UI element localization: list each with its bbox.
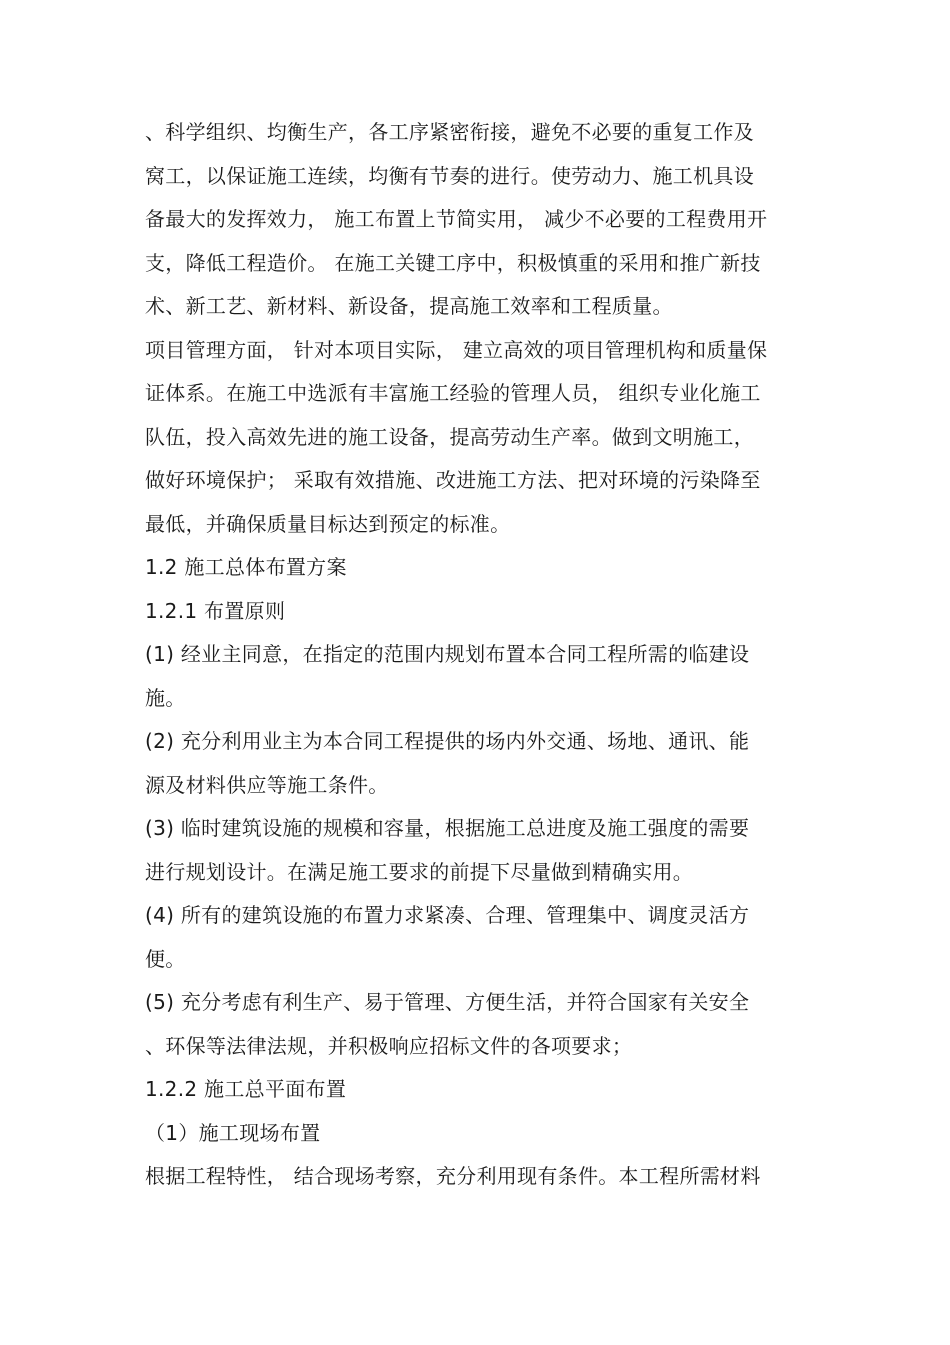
paragraph-line: 做好环境保护； 采取有效措施、改进施工方法、把对环境的污染降至 xyxy=(145,468,761,492)
list-item-line: (4) 所有的建筑设施的布置力求紧凑、合理、管理集中、调度灵活方 xyxy=(145,903,750,927)
list-item-line: (5) 充分考虑有利生产、易于管理、方便生活，并符合国家有关安全 xyxy=(145,990,750,1014)
paragraph-line: 证体系。在施工中选派有丰富施工经验的管理人员， 组织专业化施工 xyxy=(145,381,761,405)
list-item-line: (3) 临时建筑设施的规模和容量，根据施工总进度及施工强度的需要 xyxy=(145,816,750,840)
list-item-line: (2) 充分利用业主为本合同工程提供的场内外交通、场地、通讯、能 xyxy=(145,729,750,753)
item-heading: （1）施工现场布置 xyxy=(145,1121,321,1145)
paragraph-line: 备最大的发挥效力， 施工布置上节简实用， 减少不必要的工程费用开 xyxy=(145,207,768,231)
paragraph-line: 最低，并确保质量目标达到预定的标准。 xyxy=(145,512,511,536)
list-item-line: (1) 经业主同意，在指定的范围内规划布置本合同工程所需的临建设 xyxy=(145,642,750,666)
list-item-line: 、环保等法律法规，并积极响应招标文件的各项要求； xyxy=(145,1034,633,1058)
section-heading: 1.2 施工总体布置方案 xyxy=(145,555,347,579)
paragraph-line: 窝工，以保证施工连续，均衡有节奏的进行。使劳动力、施工机具设 xyxy=(145,164,754,188)
paragraph-line: 项目管理方面， 针对本项目实际， 建立高效的项目管理机构和质量保 xyxy=(145,338,768,362)
list-item-line: 便。 xyxy=(145,947,186,971)
paragraph-line: 术、新工艺、新材料、新设备，提高施工效率和工程质量。 xyxy=(145,294,673,318)
paragraph-line: 支，降低工程造价。 在施工关键工序中，积极慎重的采用和推广新技 xyxy=(145,251,761,275)
list-item-line: 源及材料供应等施工条件。 xyxy=(145,773,389,797)
subsection-heading: 1.2.2 施工总平面布置 xyxy=(145,1077,347,1101)
list-item-line: 施。 xyxy=(145,686,186,710)
paragraph-line: 队伍，投入高效先进的施工设备，提高劳动生产率。做到文明施工， xyxy=(145,425,754,449)
paragraph-line: 、科学组织、均衡生产，各工序紧密衔接，避免不必要的重复工作及 xyxy=(145,120,754,144)
list-item-line: 进行规划设计。在满足施工要求的前提下尽量做到精确实用。 xyxy=(145,860,694,884)
subsection-heading: 1.2.1 布置原则 xyxy=(145,599,286,623)
paragraph-line: 根据工程特性， 结合现场考察，充分利用现有条件。本工程所需材料 xyxy=(145,1164,761,1188)
